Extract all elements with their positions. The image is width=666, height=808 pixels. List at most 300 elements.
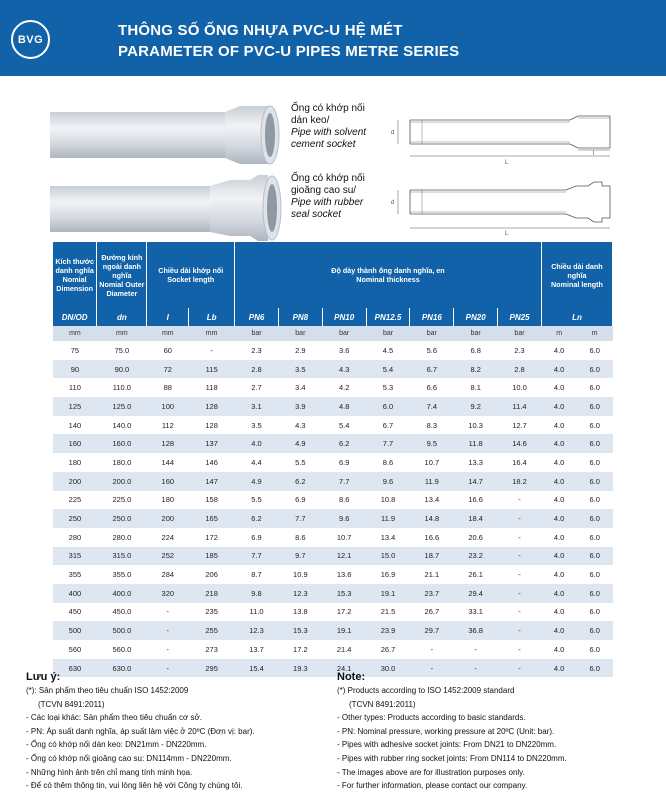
table-cell: 5.5 [235,491,279,510]
table-cell: 6.0 [577,528,613,547]
table-cell: 5.3 [366,378,410,397]
table-cell: 4.0 [541,640,576,659]
table-row [53,453,613,472]
logo-text: BVG [17,33,44,46]
table-cell: 19.3 [278,659,322,678]
table-cell: 4.0 [541,434,576,453]
notes-title-en: Note: [337,671,366,683]
table-cell: 284 [147,565,189,584]
table-cell: 180 [147,491,189,510]
note-item: (*) Products according to ISO 1452:2009 standard [337,686,515,695]
table-cell: 9.8 [235,584,279,603]
table-row [53,509,613,528]
note-item: - PN: Áp suất danh nghĩa, áp suất làm việc ở 20ºC (Đơn vị: bar). [26,726,255,736]
note-item: - Để có thêm thông tin, vui lòng liên hệ với Công ty chúng tôi. [26,781,243,791]
table-cell: 60 [147,341,189,360]
header-text-vi: Kích thước danh nghĩa [55,257,94,275]
table-cell: 6.9 [278,491,322,510]
table-cell: 118 [189,378,235,397]
table-cell: 10.9 [278,565,322,584]
table-cell: 21.5 [366,603,410,622]
table-cell: 180 [53,453,97,472]
table-cell: 4.0 [541,584,576,603]
note-item: - Pipes with adhesive socket joints: From DN21 to DN220mm. [337,740,557,750]
note-item: - The images above are for illustration purposes only. [337,767,525,777]
table-cell: 5.4 [322,416,366,435]
table-cell: 10.8 [366,491,410,510]
symbol-cell: PN25 [498,308,542,326]
table-cell: 137 [189,434,235,453]
table-cell: 6.0 [577,547,613,566]
table-cell: - [147,640,189,659]
table-cell: 146 [189,453,235,472]
table-cell: 4.0 [541,509,576,528]
unit-cell: mm [53,326,97,341]
table-cell: 75.0 [97,341,147,360]
table-cell: 3.6 [322,341,366,360]
table-cell: 6.0 [577,416,613,435]
symbol-cell: PN12.5 [366,308,410,326]
table-cell: 6.9 [322,453,366,472]
table-cell: 4.2 [322,378,366,397]
table-cell: 13.7 [235,640,279,659]
table-cell: 6.0 [577,659,613,678]
table-cell: 280 [53,528,97,547]
table-cell: 75 [53,341,97,360]
drawing-label-d: d [391,130,395,136]
header-text-en: Nominal thickness [356,275,420,284]
table-cell: 4.5 [366,341,410,360]
unit-cell: mm [147,326,189,341]
table-cell: 112 [147,416,189,435]
table-cell: 560 [53,640,97,659]
unit-cell: m [577,326,613,341]
table-cell: 6.0 [577,621,613,640]
table-cell: 6.0 [577,565,613,584]
caption-en-line1: Pipe with solvent [291,127,367,138]
caption-en-line2: cement socket [291,139,356,150]
table-cell: 4.0 [541,378,576,397]
table-cell: 630.0 [97,659,147,678]
table-cell: 6.2 [322,434,366,453]
header-nominal-dimension [53,242,97,308]
note-item: (TCVN 8491:2011) [349,699,416,709]
table-cell: - [147,603,189,622]
table-cell: 165 [189,509,235,528]
table-cell: 2.9 [278,341,322,360]
table-cell: 4.4 [235,453,279,472]
table-cell: 4.0 [541,547,576,566]
table-cell: 17.2 [322,603,366,622]
table-cell: 8.7 [235,565,279,584]
table-cell: 7.7 [366,434,410,453]
table-cell: 21.4 [322,640,366,659]
table-cell: 6.6 [410,378,454,397]
caption-vi-line2: gioăng cao su/ [291,185,357,196]
table-cell: 14.7 [454,472,498,491]
product-caption-rubber [291,173,365,221]
table-cell: 224 [147,528,189,547]
table-cell: - [454,640,498,659]
table-cell: 450 [53,603,97,622]
table-cell: 6.2 [235,509,279,528]
table-cell: 11.9 [410,472,454,491]
table-row [53,434,613,453]
table-cell: 2.8 [235,360,279,379]
table-cell: 26.7 [366,640,410,659]
table-cell: 4.0 [541,416,576,435]
table-cell: 29.4 [454,584,498,603]
table-cell: 8.3 [410,416,454,435]
table-cell: 6.0 [577,453,613,472]
symbol-cell: PN6 [235,308,279,326]
rubber-seal-pipe-image [50,172,290,244]
table-cell: 21.1 [410,565,454,584]
table-cell: 315.0 [97,547,147,566]
table-cell: 630 [53,659,97,678]
unit-cell: bar [498,326,542,341]
table-cell: 4.0 [541,360,576,379]
table-cell: 14.6 [498,434,542,453]
table-cell: 18.4 [454,509,498,528]
unit-cell: bar [278,326,322,341]
drawing-label-l: l [593,151,595,157]
table-cell: 8.6 [278,528,322,547]
header-text-vi: Độ dày thành ống danh nghĩa, en [331,266,445,275]
table-cell: 6.0 [577,360,613,379]
table-cell: 12.3 [278,584,322,603]
table-cell: 200 [147,509,189,528]
symbol-cell: Ln [541,308,612,326]
symbol-cell: DN/OD [53,308,97,326]
table-cell: 450.0 [97,603,147,622]
table-cell: 9.6 [366,472,410,491]
table-cell: 2.8 [498,360,542,379]
header-text-en: Nominal length [550,279,603,289]
table-cell: 13.3 [454,453,498,472]
table-cell: 200 [53,472,97,491]
solvent-socket-pipe-image [50,100,290,170]
pipe-spec-table [53,242,613,677]
table-cell: 280.0 [97,528,147,547]
table-row [53,528,613,547]
table-cell: 7.7 [235,547,279,566]
table-cell: 185 [189,547,235,566]
table-cell: 225.0 [97,491,147,510]
table-cell: 3.5 [235,416,279,435]
table-cell: 16.9 [366,565,410,584]
table-cell: 6.0 [577,603,613,622]
table-cell: 4.0 [541,621,576,640]
unit-cell: mm [97,326,147,341]
table-cell: - [410,640,454,659]
table-cell: 12.7 [498,416,542,435]
table-cell: 11.4 [498,397,542,416]
table-cell: 11.0 [235,603,279,622]
table-cell: 140 [53,416,97,435]
table-cell: 2.3 [498,341,542,360]
table-cell: - [498,584,542,603]
table-cell: 400.0 [97,584,147,603]
symbol-cell: PN20 [454,308,498,326]
note-item: - PN: Nominal pressure, working pressure at 20ºC (Unit: bar). [337,726,555,736]
table-cell: 100 [147,397,189,416]
table-cell: 315 [53,547,97,566]
table-cell: 158 [189,491,235,510]
table-cell: - [189,341,235,360]
table-cell: 6.0 [577,472,613,491]
table-cell: 9.2 [454,397,498,416]
table-cell: 23.9 [366,621,410,640]
table-cell: 18.7 [410,547,454,566]
table-cell: 33.1 [454,603,498,622]
table-cell: 125 [53,397,97,416]
table-cell: 252 [147,547,189,566]
table-cell: 2.3 [235,341,279,360]
note-item: - Pipes with rubber ring socket joints: From DN114 to DN220mm. [337,753,567,763]
note-item: - Other types: Products according to basic standards. [337,713,526,723]
table-cell: 26.7 [410,603,454,622]
table-cell: 6.0 [577,509,613,528]
table-cell: 18.2 [498,472,542,491]
table-cell: 30.0 [366,659,410,678]
table-cell: 8.6 [322,491,366,510]
table-cell: 3.9 [278,397,322,416]
table-cell: 4.3 [278,416,322,435]
table-cell: 4.0 [235,434,279,453]
table-cell: 6.0 [577,491,613,510]
table-row [53,491,613,510]
table-cell: 140.0 [97,416,147,435]
note-item: - For further information, please contact our company. [337,781,528,791]
table-cell: 6.0 [577,378,613,397]
table-cell: 250.0 [97,509,147,528]
table-cell: - [498,491,542,510]
note-item: - Các loại khác: Sản phẩm theo tiêu chuẩn cơ sở. [26,713,202,723]
notes-title-vi: Lưu ý: [26,671,61,683]
table-cell: 13.4 [366,528,410,547]
table-cell: 8.2 [454,360,498,379]
table-cell: 4.0 [541,491,576,510]
header-text-vi: Chiều dài danh nghĩa [551,261,603,280]
drawing-label-L: L [505,160,509,166]
table-cell: 3.5 [278,360,322,379]
table-cell: - [498,621,542,640]
table-cell: 250 [53,509,97,528]
table-cell: 500.0 [97,621,147,640]
table-cell: 355.0 [97,565,147,584]
caption-en-line1: Pipe with rubber [291,197,364,208]
table-cell: 3.1 [235,397,279,416]
table-cell: 320 [147,584,189,603]
unit-cell: bar [322,326,366,341]
header-text-en: Socket length [167,275,215,284]
table-cell: 7.7 [278,509,322,528]
notes-vietnamese [26,670,326,793]
table-cell: 7.4 [410,397,454,416]
table-cell: 11.9 [366,509,410,528]
header-socket-length [147,242,235,308]
unit-cell: bar [454,326,498,341]
table-cell: 4.0 [541,528,576,547]
table-cell: 3.4 [278,378,322,397]
table-cell: 36.8 [454,621,498,640]
table-cell: 225 [53,491,97,510]
table-cell: 110.0 [97,378,147,397]
table-cell: 4.0 [541,472,576,491]
table-row [53,397,613,416]
table-cell: 90 [53,360,97,379]
table-cell: 5.5 [278,453,322,472]
table-cell: 12.3 [235,621,279,640]
table-cell: 4.0 [541,565,576,584]
table-row [53,341,613,360]
table-cell: 8.1 [454,378,498,397]
table-cell: 206 [189,565,235,584]
note-item: - Những hình ảnh trên chỉ mang tính minh họa. [26,767,193,777]
table-cell: 88 [147,378,189,397]
table-cell: 15.3 [278,621,322,640]
table-cell: - [498,640,542,659]
table-cell: 5.6 [410,341,454,360]
drawing-label-d: d [391,200,395,206]
table-cell: 15.4 [235,659,279,678]
table-cell: 9.5 [410,434,454,453]
rubber-seal-technical-drawing [388,172,618,236]
caption-en-line2: seal socket [291,209,342,220]
table-cell: 23.7 [410,584,454,603]
table-cell: - [498,528,542,547]
symbol-cell: PN8 [278,308,322,326]
table-cell: 128 [189,416,235,435]
table-cell: 115 [189,360,235,379]
table-cell: - [410,659,454,678]
table-cell: 6.7 [410,360,454,379]
table-cell: 5.4 [366,360,410,379]
table-cell: 144 [147,453,189,472]
table-cell: 8.6 [366,453,410,472]
table-row [53,472,613,491]
table-cell: 355 [53,565,97,584]
table-cell: 13.8 [278,603,322,622]
table-row [53,640,613,659]
table-cell: - [147,659,189,678]
symbol-cell: Lb [189,308,235,326]
table-row [53,547,613,566]
table-cell: 4.0 [541,659,576,678]
table-cell: 4.0 [541,341,576,360]
symbol-cell: PN16 [410,308,454,326]
table-cell: 15.0 [366,547,410,566]
table-cell: 16.4 [498,453,542,472]
table-cell: 400 [53,584,97,603]
table-cell: 12.1 [322,547,366,566]
table-cell: 26.1 [454,565,498,584]
caption-vi-line1: Ống có khớp nối [291,173,365,184]
table-cell: 147 [189,472,235,491]
table-cell: - [498,509,542,528]
symbol-cell: dn [97,308,147,326]
table-cell: 17.2 [278,640,322,659]
solvent-socket-technical-drawing [388,102,618,166]
table-row [53,565,613,584]
table-cell: 128 [189,397,235,416]
table-cell: 16.6 [454,491,498,510]
table-cell: 160 [53,434,97,453]
table-cell: 4.3 [322,360,366,379]
table-cell: 273 [189,640,235,659]
table-cell: 20.6 [454,528,498,547]
table-cell: 6.8 [454,341,498,360]
table-cell: 29.7 [410,621,454,640]
table-cell: 10.7 [410,453,454,472]
table-cell: 10.0 [498,378,542,397]
table-cell: 500 [53,621,97,640]
table-cell: 235 [189,603,235,622]
header-text-en: Nomial Outer Diameter [99,279,145,298]
unit-cell: m [541,326,576,341]
table-row [53,584,613,603]
table-cell: - [147,621,189,640]
table-cell: 255 [189,621,235,640]
table-cell: 9.6 [322,509,366,528]
table-cell: 6.0 [577,341,613,360]
table-row [53,360,613,379]
table-cell: 24.1 [322,659,366,678]
brand-logo [11,20,50,59]
table-cell: 160.0 [97,434,147,453]
unit-cell: bar [410,326,454,341]
notes-english [337,670,657,793]
table-cell: 172 [189,528,235,547]
table-cell: 560.0 [97,640,147,659]
table-cell: 4.0 [541,603,576,622]
note-item: - Ống có khớp nối gioăng cao su: DN114mm - DN220mm. [26,753,232,763]
table-cell: 19.1 [322,621,366,640]
note-item: (TCVN 8491:2011) [38,699,105,709]
note-item: (*): Sản phẩm theo tiêu chuẩn ISO 1452:2009 [26,686,189,695]
header-text-vi: Đường kính ngoài danh nghĩa [101,252,143,280]
table-cell: - [498,547,542,566]
table-cell: 2.7 [235,378,279,397]
table-row [53,378,613,397]
table-cell: 4.0 [541,397,576,416]
table-cell: 15.3 [322,584,366,603]
table-cell: 6.0 [577,640,613,659]
header-nominal-length [541,242,612,308]
table-cell: - [498,603,542,622]
table-cell: 128 [147,434,189,453]
unit-cell: bar [235,326,279,341]
table-cell: 295 [189,659,235,678]
page-title-vi: THÔNG SỐ ỐNG NHỰA PVC-U HỆ MÉT [118,22,403,39]
symbol-cell: l [147,308,189,326]
table-cell: 13.4 [410,491,454,510]
symbol-cell: PN10 [322,308,366,326]
header-nominal-thickness [235,242,542,308]
caption-vi-line1: Ống có khớp nối [291,103,365,114]
table-cell: 72 [147,360,189,379]
table-cell: 200.0 [97,472,147,491]
table-cell: 218 [189,584,235,603]
table-cell: 6.9 [235,528,279,547]
table-cell: 10.3 [454,416,498,435]
unit-cell: bar [366,326,410,341]
table-cell: 6.7 [366,416,410,435]
table-cell: 6.2 [278,472,322,491]
note-item: - Ống có khớp nối dán keo: DN21mm - DN220mm. [26,740,207,750]
table-cell: 4.9 [278,434,322,453]
